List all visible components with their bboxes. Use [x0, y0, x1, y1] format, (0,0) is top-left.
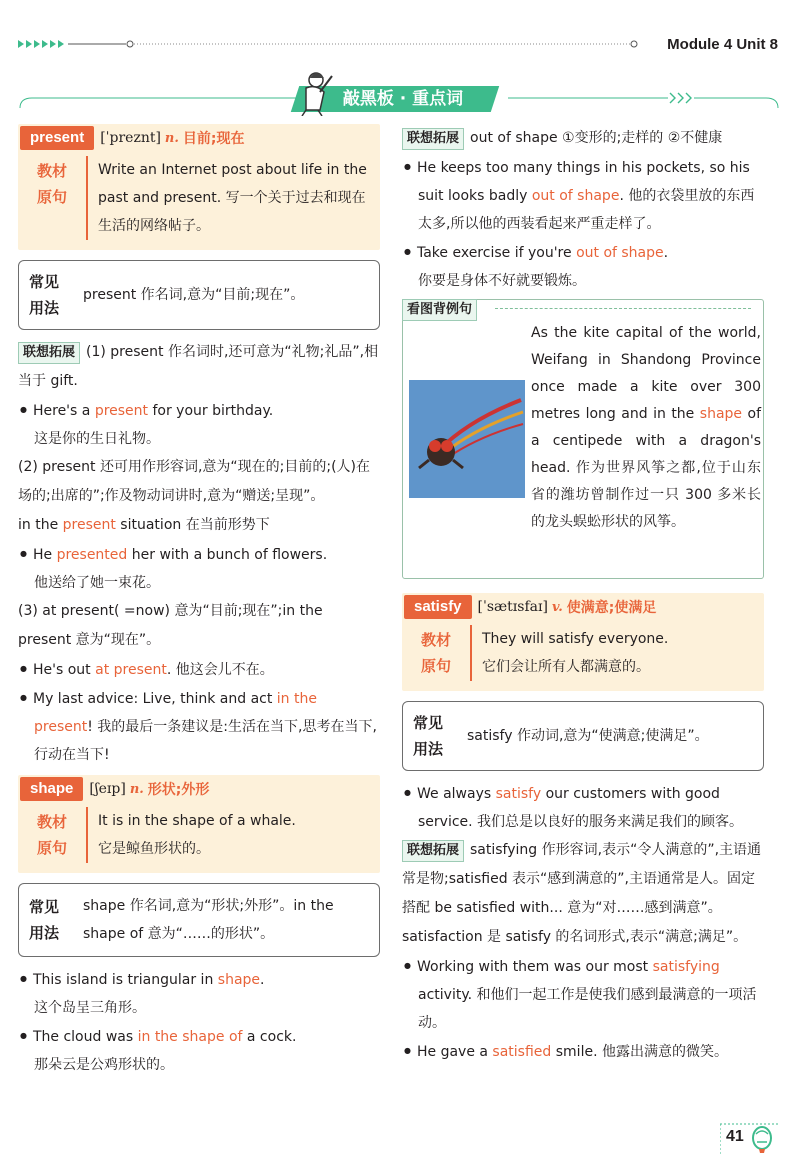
textbook-label: 教材 原句 [18, 156, 88, 240]
part-of-speech: n. [164, 130, 179, 146]
sentence-text: Write an Internet post about life in the past and present. 写一个关于过去和现在生活的网络帖子。 [98, 162, 367, 234]
picture-caption: As the kite capital of the world, Weifang in Shandong Province once made a kite over 300 metres long and in the shape of a centipede with a dragon's head. 作为世界风筝之都,位于山东省的潍坊曾制作过一只 300 多米长的龙头蜈蚣形状的风筝。 [531, 325, 762, 530]
right-column [402, 124, 764, 1066]
example-sentence: ● He presented her with a bunch of flowers. [18, 540, 380, 569]
textbook-sentence [18, 807, 380, 863]
page-number: 41 [726, 1128, 744, 1145]
word-meaning: 形状;外形 [147, 782, 210, 798]
extension-2: (2) present 还可用作形容词,意为“现在的;目前的;(人)在场的;出席的”;作及物动词讲时,意为“赠送;呈现”。 [18, 459, 371, 504]
word-card-shape [18, 775, 380, 873]
phonetic: [ʃeɪp] [89, 781, 126, 797]
word-meaning: 使满意;使满足 [566, 600, 657, 616]
word-tag: satisfy [404, 595, 472, 619]
word-header [18, 775, 380, 803]
picture-example-box [402, 299, 764, 579]
textbook-sentence [402, 625, 764, 681]
extension-tag: 联想拓展 [18, 342, 80, 364]
word-meaning: 目前;现在 [182, 131, 245, 147]
example-sentence: ● He gave a satisfied smile. 他露出满意的微笑。 [402, 1037, 764, 1066]
word-header [18, 124, 380, 152]
example-sentence: ● My last advice: Live, think and act in the present! 我的最后一条建议是:生活在当下,思考在当下,行动在当下! [18, 684, 380, 769]
example-sentence: ● He's out at present. 他这会儿不在。 [18, 655, 380, 684]
part-of-speech: v. [551, 599, 563, 615]
word-card-satisfy [402, 593, 764, 691]
example-sentence: ● We always satisfy our customers with good service. 我们总是以良好的服务来满足我们的顾客。 [402, 779, 764, 836]
usage-box-shape [18, 883, 380, 957]
example-sentence: ● He keeps too many things in his pockets, so his suit looks badly out of shape. 他的衣袋里放的东西太多,所以他的西装看起来严重走样了。 [402, 153, 764, 238]
example-translation: 你要是身体不好就要锻炼。 [418, 273, 586, 289]
phrase-example: in the present situation 在当前形势下 [18, 517, 270, 533]
phonetic: [ˈsætɪsfaɪ] [477, 599, 548, 615]
example-sentence: ● This island is triangular in shape. [18, 965, 380, 994]
usage-text: satisfy 作动词,意为“使满意;使满足”。 [467, 728, 709, 744]
dragon-kite-image [409, 380, 525, 498]
word-tag: present [20, 126, 94, 150]
word-card-present [18, 124, 380, 250]
word-header [402, 593, 764, 621]
example-sentence: ● Here's a present for your birthday. [18, 396, 380, 425]
example-sentence: ● Working with them was our most satisfying activity. 和他们一起工作是使我们感到最满意的一项活动。 [402, 952, 764, 1037]
left-column [18, 124, 380, 1079]
usage-box-satisfy [402, 701, 764, 771]
textbook-sentence [18, 156, 380, 240]
example-translation: 这是你的生日礼物。 [34, 431, 160, 447]
header-rule [18, 38, 638, 50]
banner-title: 敲黑板 · 重点词 [342, 89, 464, 109]
example-sentence: ● The cloud was in the shape of a cock. [18, 1022, 380, 1051]
usage-label: 常见 用法 [29, 273, 60, 317]
extension-3: (3) at present( =now) 意为“目前;现在”;in the present 意为“现在”。 [18, 603, 323, 648]
usage-text: present 作名词,意为“目前;现在”。 [83, 287, 305, 303]
extension-1: 联想拓展 (1) present 作名词时,还可意为“礼物;礼品”,相当于 gift. [18, 344, 379, 389]
usage-label: 常见 用法 [413, 714, 444, 758]
shape-extension: 联想拓展 out of shape ①变形的;走样的 ②不健康 [402, 124, 764, 153]
usage-box-present [18, 260, 380, 330]
sentence-text: It is in the shape of a whale. 它是鲸鱼形状的。 [98, 813, 296, 857]
example-sentence: ● Take exercise if you're out of shape. [402, 238, 764, 267]
extension-tag: 联想拓展 [402, 128, 464, 150]
part-of-speech: n. [129, 781, 144, 797]
extension-tag: 联想拓展 [402, 840, 464, 862]
textbook-label: 教材 原句 [18, 807, 88, 863]
usage-text: shape 作名词,意为“形状;外形”。in the shape of 意为“……的形状”。 [83, 898, 334, 942]
satisfy-extension: 联想拓展 satisfying 作形容词,表示“令人满意的”,主语通常是物;satisfied 表示“感到满意的”,主语通常是人。固定搭配 be satisfied with... 意为“对……感到满意”。satisfaction 是 satisfy 的名词形式,表示“满意;满足”。 [402, 842, 762, 945]
sentence-text: They will satisfy everyone. 它们会让所有人都满意的。 [482, 631, 669, 675]
module-unit-label: Module 4 Unit 8 [667, 36, 778, 53]
usage-label: 常见 用法 [29, 898, 60, 942]
example-translation: 这个岛呈三角形。 [34, 1000, 146, 1016]
word-tag: shape [20, 777, 83, 801]
textbook-label: 教材 原句 [402, 625, 472, 681]
picture-rule [495, 308, 751, 309]
picture-tag: 看图背例句 [402, 299, 477, 321]
phonetic: [ˈpreznt] [100, 130, 161, 146]
example-translation: 那朵云是公鸡形状的。 [34, 1057, 174, 1073]
example-translation: 他送给了她一束花。 [34, 575, 160, 591]
